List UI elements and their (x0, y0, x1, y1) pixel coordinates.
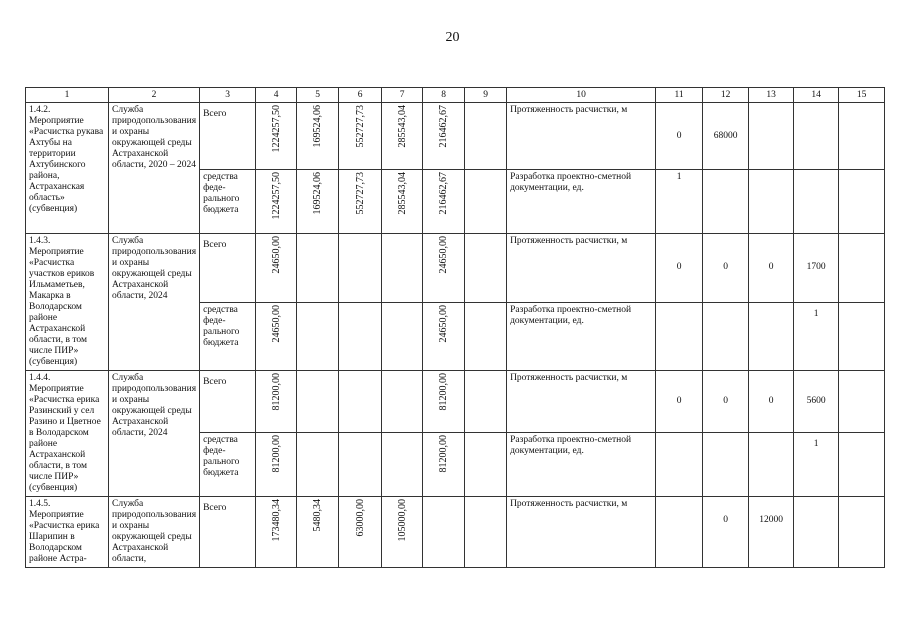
header-cell: 13 (749, 88, 794, 103)
amount-col9 (465, 103, 507, 170)
activity-cell: 1.4.4. Мероприятие «Расчистка ерика Разинский у сел Разино и Цветное в Володарском районе Астраханской области, в том числе ПИР» (субвенция) (26, 371, 109, 497)
header-cell: 1 (26, 88, 109, 103)
value-col12: 68000 (703, 103, 749, 170)
value-col15 (839, 433, 885, 497)
value-col11: 0 (656, 234, 703, 303)
responsible-cell: Служба природопользования и охраны окружающей среды Астраханской области, 2024 (109, 371, 200, 497)
amount-col5: 5480,34 (312, 499, 324, 532)
amount-col8: 216462,67 (438, 105, 450, 148)
amount-col8: 81200,00 (438, 435, 450, 473)
value-col14: 5600 (794, 371, 839, 433)
value-col13: 0 (749, 371, 794, 433)
amount-col8: 216462,67 (438, 172, 450, 215)
value-col15 (839, 103, 885, 170)
source-cell: Всего (200, 371, 256, 433)
indicator-cell: Разработка проектно-сметной документации, ед. (507, 433, 656, 497)
source-cell: Всего (200, 497, 256, 568)
header-cell: 14 (794, 88, 839, 103)
responsible-cell: Служба природопользования и охраны окружающей среды Астраханской области, 2024 (109, 234, 200, 371)
value-col11 (656, 302, 703, 371)
value-col13: 0 (749, 234, 794, 303)
amount-col9 (465, 234, 507, 303)
amount-col9 (465, 497, 507, 568)
table-row (26, 371, 885, 433)
activity-cell: 1.4.2. Мероприятие «Расчистка рукава Ахтубы на территории Ахтубинского района, Астраханская область» (субвенция) (26, 103, 109, 234)
activity-cell: 1.4.3. Мероприятие «Расчистка участков ериков Ильмаметьев, Макарка в Володарском районе Астраханской области, в том числе ПИР» (субвенция) (26, 234, 109, 371)
header-row (26, 88, 885, 103)
amount-col4: 24650,00 (270, 304, 282, 342)
value-col12: 0 (703, 497, 749, 568)
header-cell: 6 (339, 88, 382, 103)
value-col13 (749, 433, 794, 497)
header-cell: 12 (703, 88, 749, 103)
header-cell: 2 (109, 88, 200, 103)
value-col14 (794, 103, 839, 170)
value-col15 (839, 170, 885, 234)
indicator-cell: Разработка проектно-сметной документации, ед. (507, 302, 656, 371)
value-col15 (839, 302, 885, 371)
value-col11: 1 (656, 170, 703, 234)
header-cell: 7 (382, 88, 423, 103)
amount-col8 (423, 497, 465, 568)
amount-col8: 24650,00 (438, 236, 450, 274)
amount-col7: 105000,00 (396, 499, 408, 542)
source-cell: средства феде-рального бюджета (200, 302, 256, 371)
value-col13 (749, 302, 794, 371)
value-col15 (839, 234, 885, 303)
amount-col9 (465, 433, 507, 497)
header-cell: 15 (839, 88, 885, 103)
header-cell: 9 (465, 88, 507, 103)
value-col13 (749, 170, 794, 234)
amount-col6: 552727,73 (354, 172, 366, 215)
amount-col4: 24650,00 (270, 236, 282, 274)
value-col12 (703, 302, 749, 371)
value-col13: 12000 (749, 497, 794, 568)
source-cell: средства феде-рального бюджета (200, 433, 256, 497)
amount-col7: 285543,04 (396, 105, 408, 148)
amount-col8: 81200,00 (438, 373, 450, 411)
value-col12 (703, 170, 749, 234)
header-cell: 11 (656, 88, 703, 103)
activity-cell: 1.4.5. Мероприятие «Расчистка ерика Шарипин в Володарском районе Астра- (26, 497, 109, 568)
program-table (25, 87, 885, 568)
amount-col7: 285543,04 (396, 172, 408, 215)
value-col12 (703, 433, 749, 497)
amount-col4: 1224257,50 (270, 105, 282, 153)
value-col11: 0 (656, 103, 703, 170)
value-col14 (794, 497, 839, 568)
value-col13 (749, 103, 794, 170)
page-number: 20 (445, 30, 460, 45)
amount-col4: 81200,00 (270, 435, 282, 473)
header-cell: 5 (297, 88, 339, 103)
value-col11: 0 (656, 371, 703, 433)
header-cell: 10 (507, 88, 656, 103)
amount-col9 (465, 170, 507, 234)
amount-col4: 173480,34 (270, 499, 282, 542)
value-col14 (794, 170, 839, 234)
value-col14: 1 (794, 433, 839, 497)
amount-col5: 169524,06 (312, 172, 324, 215)
indicator-cell: Протяженность расчистки, м (507, 234, 656, 303)
indicator-cell: Протяженность расчистки, м (507, 103, 656, 170)
value-col11 (656, 433, 703, 497)
table-row (26, 234, 885, 303)
value-col12: 0 (703, 234, 749, 303)
value-col15 (839, 497, 885, 568)
header-cell: 4 (256, 88, 297, 103)
value-col11 (656, 497, 703, 568)
responsible-cell: Служба природопользования и охраны окружающей среды Астраханской области, 2020 – 2024 (109, 103, 200, 234)
source-cell: средства феде-рального бюджета (200, 170, 256, 234)
indicator-cell: Протяженность расчистки, м (507, 497, 656, 568)
table-row (26, 497, 885, 568)
amount-col8: 24650,00 (438, 304, 450, 342)
value-col14: 1700 (794, 234, 839, 303)
amount-col4: 81200,00 (270, 373, 282, 411)
responsible-cell: Служба природопользования и охраны окружающей среды Астраханской области, (109, 497, 200, 568)
value-col14: 1 (794, 302, 839, 371)
indicator-cell: Разработка проектно-сметной документации, ед. (507, 170, 656, 234)
amount-col9 (465, 302, 507, 371)
amount-col6: 63000,00 (354, 499, 366, 537)
indicator-cell: Протяженность расчистки, м (507, 371, 656, 433)
value-col12: 0 (703, 371, 749, 433)
source-cell: Всего (200, 103, 256, 170)
amount-col4: 1224257,50 (270, 172, 282, 220)
amount-col9 (465, 371, 507, 433)
header-cell: 3 (200, 88, 256, 103)
value-col15 (839, 371, 885, 433)
amount-col6: 552727,73 (354, 105, 366, 148)
amount-col5: 169524,06 (312, 105, 324, 148)
table-row (26, 103, 885, 170)
source-cell: Всего (200, 234, 256, 303)
header-cell: 8 (423, 88, 465, 103)
